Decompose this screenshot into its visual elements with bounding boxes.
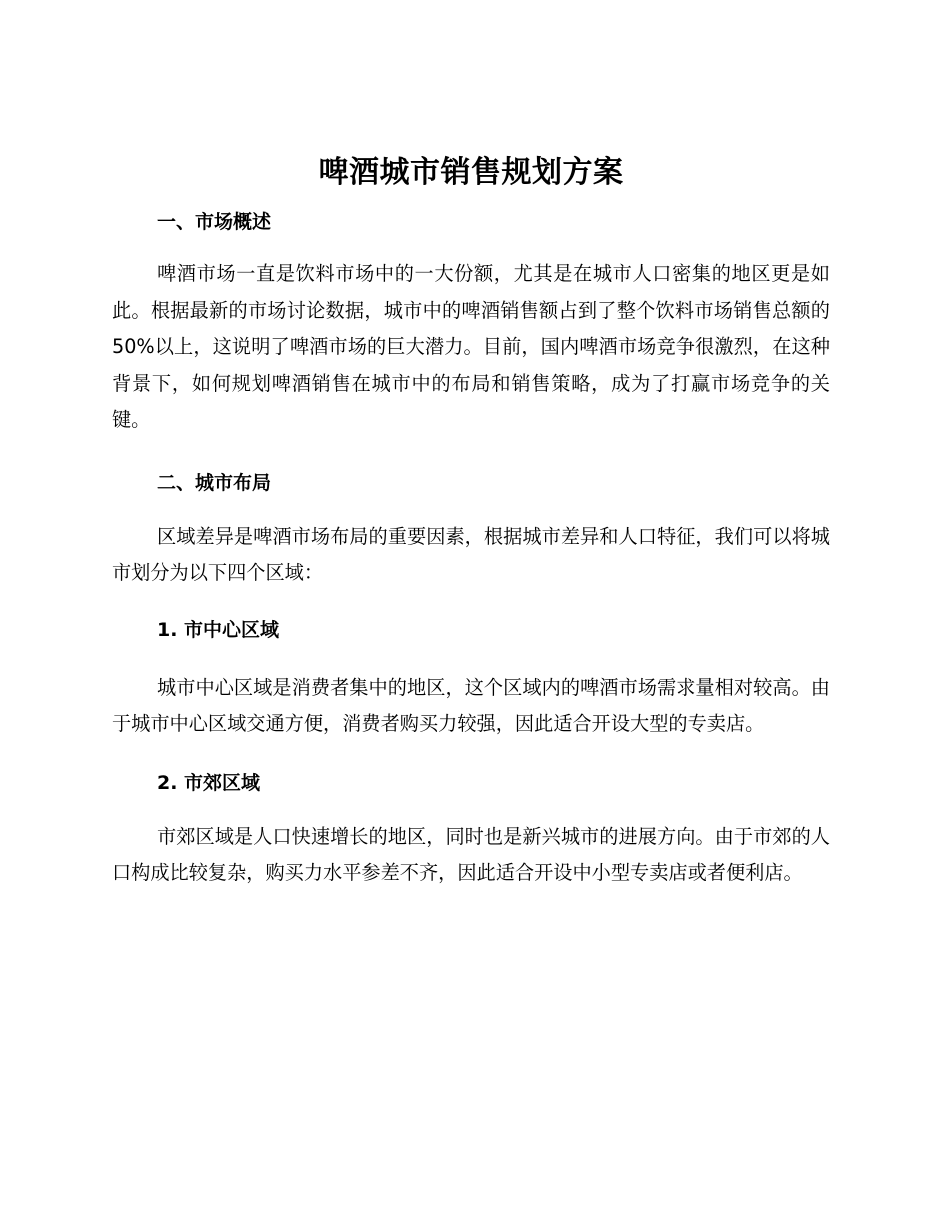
section-paragraph-city-layout: 区域差异是啤酒市场布局的重要因素，根据城市差异和人口特征，我们可以将城市划分为以下四个区域： — [112, 524, 830, 584]
subsection-heading-city-center: 1. 市中心区域 — [157, 618, 280, 641]
subsection-paragraph-city-center: 城市中心区域是消费者集中的地区，这个区域内的啤酒市场需求量相对较高。由于城市中心区域交通方便，消费者购买力较强，因此适合开设大型的专卖店。 — [112, 675, 830, 735]
subsection-heading-suburbs: 2. 市郊区域 — [157, 771, 261, 794]
section-paragraph-market-overview: 啤酒市场一直是饮料市场中的一大份额，尤其是在城市人口密集的地区更是如此。根据最新的市场讨论数据，城市中的啤酒销售额占到了整个饮料市场销售总额的 50%以上，这说明了啤酒市场的巨大潜力。目前，国内啤酒市场竞争很激烈，在这种背景下，如何规划啤酒销售在城市中的布局和销售策略，成为了打赢市场竞争的关键。 — [112, 262, 830, 431]
section-heading-market-overview: 一、市场概述 — [157, 211, 272, 233]
section-heading-city-layout: 二、城市布局 — [157, 471, 272, 494]
subsection-paragraph-suburbs: 市郊区域是人口快速增长的地区，同时也是新兴城市的进展方向。由于市郊的人口构成比较复杂，购买力水平参差不齐，因此适合开设中小型专卖店或者便利店。 — [112, 824, 830, 884]
document-title: 啤酒城市销售规划方案 — [318, 155, 624, 190]
